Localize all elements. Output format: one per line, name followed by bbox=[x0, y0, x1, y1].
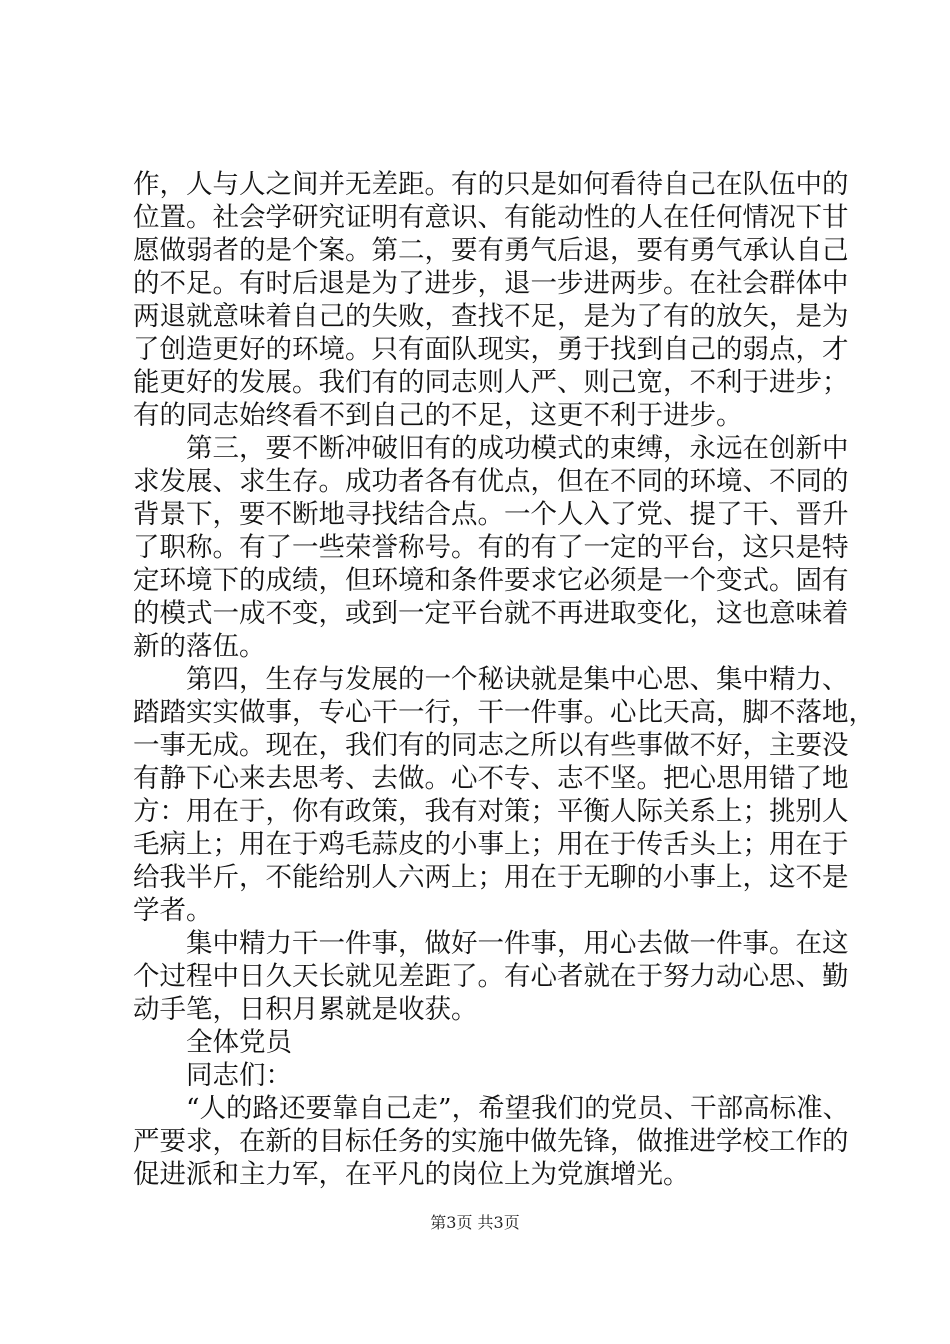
text-line: 位置。社会学研究证明有意识、有能动性的人在任何情况下甘 bbox=[133, 202, 849, 233]
text-line: 求发展、求生存。成功者各有优点，但在不同的环境、不同的 bbox=[133, 466, 849, 497]
text-line: 方：用在于，你有政策，我有对策；平衡人际关系上；挑别人 bbox=[133, 796, 849, 827]
text-line: 同志们： bbox=[133, 1060, 292, 1091]
text-line: 毛病上；用在于鸡毛蒜皮的小事上；用在于传舌头上；用在于 bbox=[133, 829, 849, 860]
text-line: 动手笔，日积月累就是收获。 bbox=[133, 994, 478, 1025]
text-line: 愿做弱者的是个案。第二，要有勇气后退，要有勇气承认自己 bbox=[133, 235, 849, 266]
text-line: 作，人与人之间并无差距。有的只是如何看待自己在队伍中的 bbox=[133, 169, 849, 200]
text-line: 第四，生存与发展的一个秘诀就是集中心思、集中精力、 bbox=[133, 664, 849, 695]
text-line: 有的同志始终看不到自己的不足，这更不利于进步。 bbox=[133, 400, 743, 431]
page-footer: 第3页 共3页 bbox=[430, 1213, 520, 1232]
text-line: 两退就意味着自己的失败，查找不足，是为了有的放矢，是为 bbox=[133, 301, 849, 332]
text-line: 促进派和主力军，在平凡的岗位上为党旗增光。 bbox=[133, 1159, 690, 1190]
text-line: 的模式一成不变，或到一定平台就不再进取变化，这也意味着 bbox=[133, 598, 849, 629]
text-line: 了职称。有了一些荣誉称号。有的有了一定的平台，这只是特 bbox=[133, 532, 849, 563]
text-line: 严要求，在新的目标任务的实施中做先锋，做推进学校工作的 bbox=[133, 1126, 849, 1157]
text-line: 背景下，要不断地寻找结合点。一个人入了党、提了干、晋升 bbox=[133, 499, 849, 530]
text-line: 踏踏实实做事，专心干一行，干一件事。心比天高，脚不落地， bbox=[133, 697, 875, 728]
text-line: 定环境下的成绩，但环境和条件要求它必须是一个变式。固有 bbox=[133, 565, 849, 596]
text-line: 一事无成。现在，我们有的同志之所以有些事做不好，主要没 bbox=[133, 730, 849, 761]
text-line: 个过程中日久天长就见差距了。有心者就在于努力动心思、勤 bbox=[133, 961, 849, 992]
text-line: 学者。 bbox=[133, 895, 213, 926]
text-line: 全体党员 bbox=[133, 1027, 292, 1058]
text-line: 的不足。有时后退是为了进步，退一步进两步。在社会群体中 bbox=[133, 268, 849, 299]
text-line: 新的落伍。 bbox=[133, 631, 266, 662]
text-line: 了创造更好的环境。只有面队现实，勇于找到自己的弱点，才 bbox=[133, 334, 849, 365]
text-line: 集中精力干一件事，做好一件事，用心去做一件事。在这 bbox=[133, 928, 849, 959]
text-line: 能更好的发展。我们有的同志则人严、则己宽，不利于进步； bbox=[133, 367, 849, 398]
text-line: 第三，要不断冲破旧有的成功模式的束缚，永远在创新中 bbox=[133, 433, 849, 464]
text-line: “人的路还要靠自己走”，希望我们的党员、干部高标准、 bbox=[133, 1093, 850, 1124]
body-text bbox=[133, 168, 875, 1191]
text-line: 有静下心来去思考、去做。心不专、志不坚。把心思用错了地 bbox=[133, 763, 849, 794]
text-line: 给我半斤，不能给别人六两上；用在于无聊的小事上，这不是 bbox=[133, 862, 849, 893]
